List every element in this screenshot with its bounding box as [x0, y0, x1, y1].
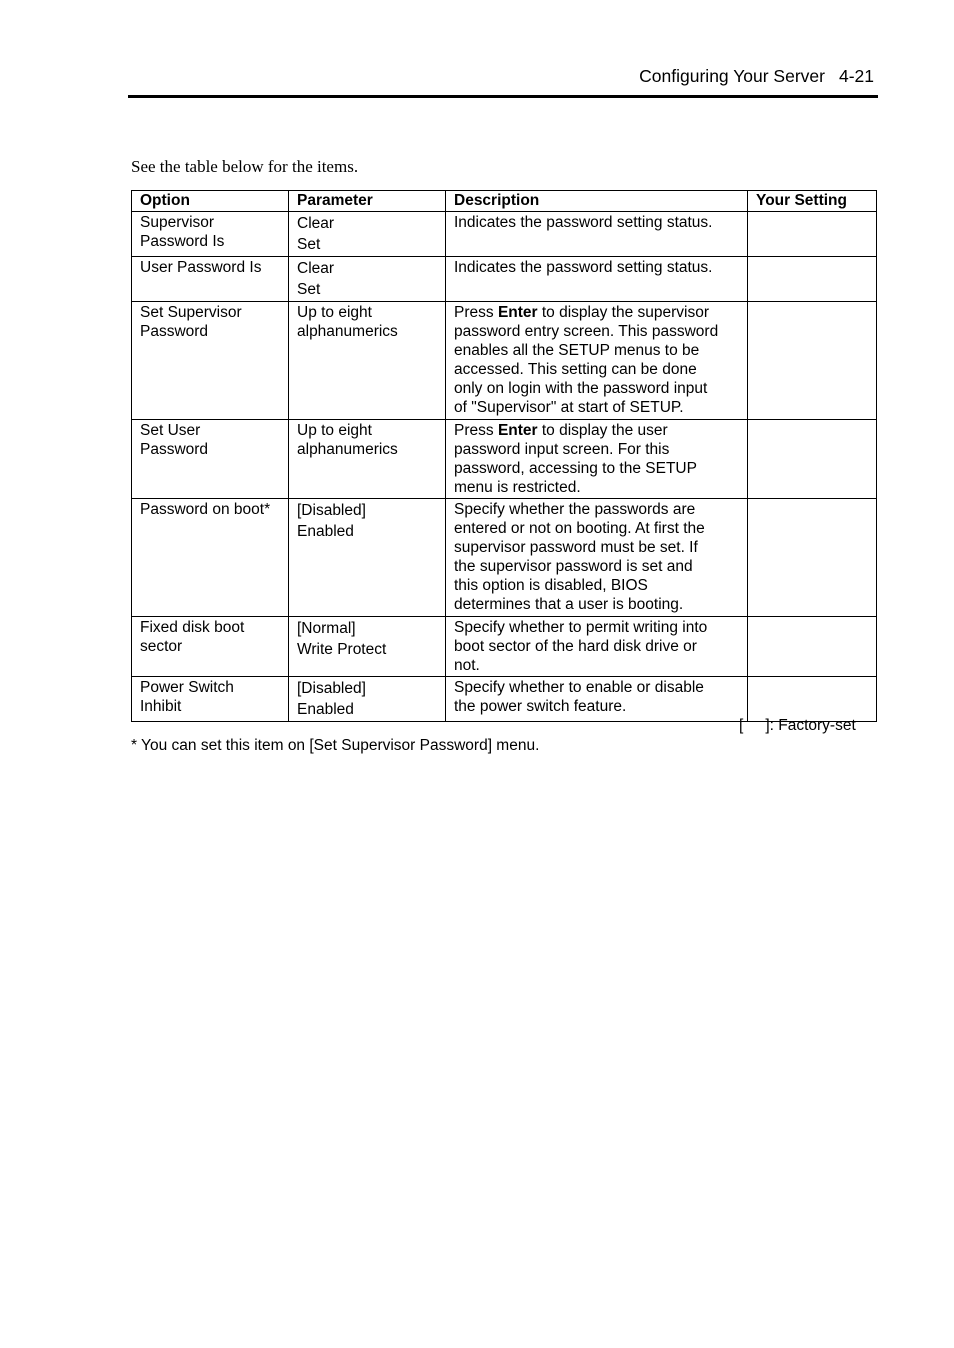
description-cell	[446, 257, 748, 302]
your-setting-cell	[748, 617, 877, 677]
table-row	[132, 257, 877, 302]
option-cell	[132, 617, 289, 677]
your-setting-cell	[748, 257, 877, 302]
parameter-value: Clear	[297, 260, 335, 277]
description-text: Specify whether the passwords are	[454, 501, 696, 518]
description-text: to display the user	[537, 422, 668, 439]
description-text: boot sector of the hard disk drive or	[454, 638, 697, 655]
option-text: Password on boot*	[140, 501, 271, 518]
option-cell	[132, 499, 289, 617]
table-row	[132, 212, 877, 257]
setup-options-table	[131, 190, 877, 722]
parameter-value: [Disabled]	[297, 502, 366, 519]
parameter-value: Clear	[297, 215, 335, 232]
table-row	[132, 302, 877, 420]
description-text: to display the supervisor	[537, 304, 710, 321]
parameter-cell	[289, 302, 446, 420]
option-text: User Password Is	[140, 259, 262, 276]
option-cell	[132, 420, 289, 499]
page-number: 4-21	[838, 66, 874, 86]
your-setting-cell	[748, 212, 877, 257]
column-header-description: Description	[446, 191, 748, 212]
description-text: the supervisor password is set and	[454, 558, 693, 575]
factory-set-legend	[739, 717, 856, 735]
option-cell	[132, 212, 289, 257]
description-cell	[446, 677, 748, 722]
description-text: of "Supervisor" at start of SETUP.	[454, 399, 684, 416]
legend-text: ]: Factory-set	[765, 717, 856, 734]
column-header-your-setting: Your Setting	[748, 191, 877, 212]
description-text: only on login with the password input	[454, 380, 708, 397]
option-text: Set Supervisor	[140, 304, 242, 321]
parameter-cell	[289, 499, 446, 617]
description-text: supervisor password must be set. If	[454, 539, 698, 556]
option-text: Fixed disk boot	[140, 619, 245, 636]
running-header	[639, 66, 874, 87]
description-text: Press	[454, 422, 498, 439]
parameter-value: Set	[297, 281, 321, 298]
description-text: determines that a user is booting.	[454, 596, 684, 613]
column-header-option: Option	[132, 191, 289, 212]
description-cell	[446, 617, 748, 677]
description-text: this option is disabled, BIOS	[454, 577, 648, 594]
description-first-line	[454, 421, 739, 440]
description-text: password entry screen. This password	[454, 323, 719, 340]
parameter-cell	[289, 420, 446, 499]
description-text: enables all the SETUP menus to be	[454, 342, 700, 359]
option-text: sector	[140, 638, 183, 655]
description-cell	[446, 420, 748, 499]
description-cell	[446, 302, 748, 420]
option-text: Supervisor	[140, 214, 215, 231]
option-text: Power Switch	[140, 679, 234, 696]
table-row	[132, 617, 877, 677]
header-rule	[128, 95, 878, 98]
description-text: menu is restricted.	[454, 479, 581, 496]
your-setting-cell	[748, 420, 877, 499]
your-setting-cell	[748, 302, 877, 420]
description-first-line	[454, 303, 739, 322]
your-setting-cell	[748, 677, 877, 722]
column-header-parameter: Parameter	[289, 191, 446, 212]
description-cell	[446, 212, 748, 257]
option-text: Password	[140, 323, 209, 340]
your-setting-cell	[748, 499, 877, 617]
parameter-value: Enabled	[297, 701, 354, 718]
parameter-value: Up to eight	[297, 422, 372, 439]
description-text: Indicates the password setting status.	[454, 259, 713, 276]
parameter-value: Enabled	[297, 523, 354, 540]
footnote: * You can set this item on [Set Supervisor Password] menu.	[131, 737, 540, 754]
parameter-value: Write Protect	[297, 641, 387, 658]
option-text: Password Is	[140, 233, 225, 250]
table-row	[132, 420, 877, 499]
description-text: Indicates the password setting status.	[454, 214, 713, 231]
description-text: password input screen. For this	[454, 441, 670, 458]
option-cell	[132, 257, 289, 302]
legend-open-bracket: [	[739, 717, 744, 734]
table-row	[132, 677, 877, 722]
description-text: entered or not on booting. At first the	[454, 520, 705, 537]
parameter-value: [Disabled]	[297, 680, 366, 697]
option-cell	[132, 302, 289, 420]
description-text: not.	[454, 657, 480, 674]
description-text: Specify whether to permit writing into	[454, 619, 708, 636]
description-text: the power switch feature.	[454, 698, 627, 715]
description-text: Specify whether to enable or disable	[454, 679, 704, 696]
description-text: Press	[454, 304, 498, 321]
option-cell	[132, 677, 289, 722]
table-header-row	[132, 191, 877, 212]
table-row	[132, 499, 877, 617]
description-text: accessed. This setting can be done	[454, 361, 697, 378]
parameter-cell	[289, 617, 446, 677]
description-text: password, accessing to the SETUP	[454, 460, 697, 477]
parameter-value: alphanumerics	[297, 441, 398, 458]
intro-text: See the table below for the items.	[131, 157, 359, 176]
parameter-value: alphanumerics	[297, 323, 398, 340]
option-text: Inhibit	[140, 698, 182, 715]
enter-key-label: Enter	[497, 422, 538, 439]
option-text: Set User	[140, 422, 201, 439]
option-text: Password	[140, 441, 209, 458]
parameter-value: [Normal]	[297, 620, 356, 637]
parameter-value: Up to eight	[297, 304, 372, 321]
parameter-cell	[289, 257, 446, 302]
parameter-cell	[289, 677, 446, 722]
parameter-cell	[289, 212, 446, 257]
enter-key-label: Enter	[497, 304, 538, 321]
parameter-value: Set	[297, 236, 321, 253]
description-cell	[446, 499, 748, 617]
header-title: Configuring Your Server	[639, 66, 825, 86]
